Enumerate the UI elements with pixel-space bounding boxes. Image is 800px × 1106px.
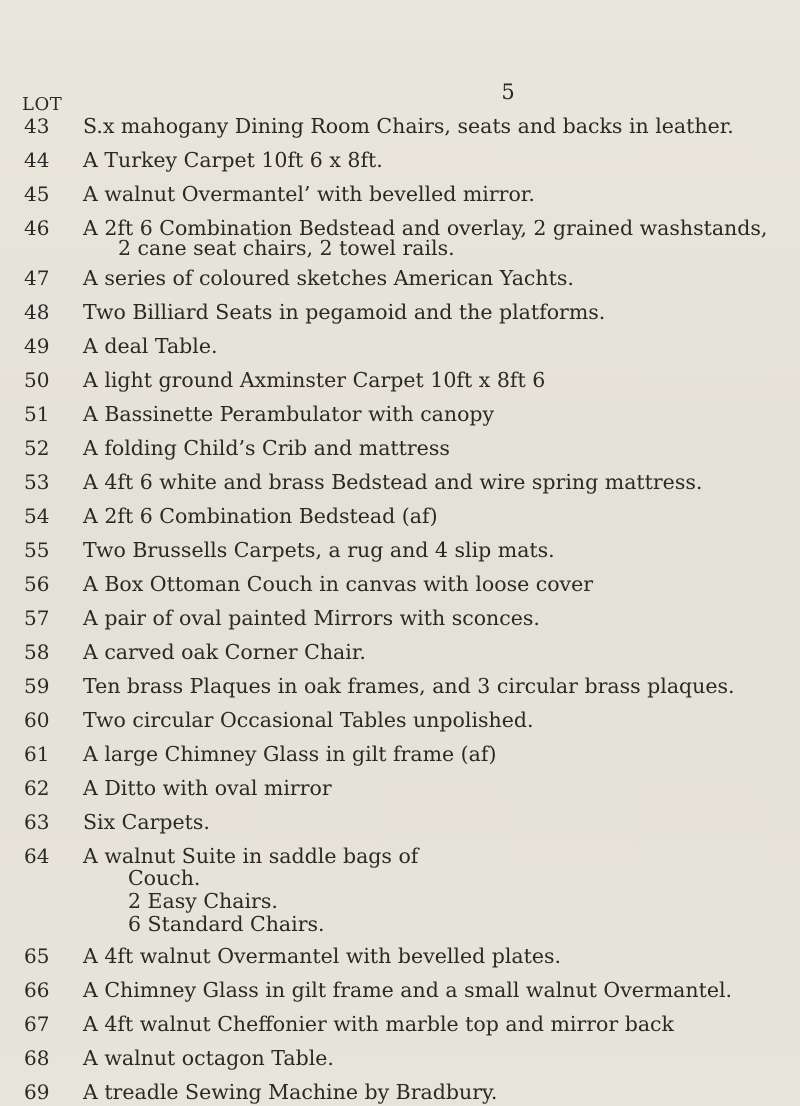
lot-number: 47 bbox=[24, 266, 50, 290]
lot-number: 52 bbox=[24, 436, 50, 460]
lot-number: 59 bbox=[24, 674, 50, 698]
lot-number: 69 bbox=[24, 1080, 50, 1104]
page-number: 5 bbox=[501, 80, 515, 104]
lot-description: Two circular Occasional Tables unpolished. bbox=[83, 708, 534, 732]
lot-description: A pair of oval painted Mirrors with sconces. bbox=[83, 606, 540, 630]
lot-sub-line: 2 cane seat chairs, 2 towel rails. bbox=[118, 236, 455, 260]
lot-description: A 4ft 6 white and brass Bedstead and wire spring mattress. bbox=[83, 470, 703, 494]
lot-description: Two Billiard Seats in pegamoid and the platforms. bbox=[83, 300, 606, 324]
lot-description: A 4ft walnut Cheffonier with marble top and mirror back bbox=[83, 1012, 674, 1036]
lot-number: 55 bbox=[24, 538, 50, 562]
lot-number: 46 bbox=[24, 216, 50, 240]
lot-number: 60 bbox=[24, 708, 50, 732]
lot-number: 65 bbox=[24, 944, 50, 968]
lot-description: A treadle Sewing Machine by Bradbury. bbox=[83, 1080, 498, 1104]
lot-description: A large Chimney Glass in gilt frame (af) bbox=[83, 742, 497, 766]
lot-number: 44 bbox=[24, 148, 50, 172]
lot-description: S.x mahogany Dining Room Chairs, seats and backs in leather. bbox=[83, 114, 734, 138]
lot-description: A Ditto with oval mirror bbox=[83, 776, 332, 800]
lot-number: 53 bbox=[24, 470, 50, 494]
lot-number: 66 bbox=[24, 978, 50, 1002]
lot-description: A 2ft 6 Combination Bedstead and overlay, 2 grained washstands, bbox=[83, 216, 768, 240]
lot-sub-line: 6 Standard Chairs. bbox=[128, 912, 325, 936]
lot-number: 48 bbox=[24, 300, 50, 324]
lot-number: 68 bbox=[24, 1046, 50, 1070]
lot-number: 50 bbox=[24, 368, 50, 392]
lot-number: 56 bbox=[24, 572, 50, 596]
lot-description: A Box Ottoman Couch in canvas with loose cover bbox=[83, 572, 594, 596]
lot-description: A 4ft walnut Overmantel with bevelled plates. bbox=[83, 944, 562, 968]
lot-description: A walnut Overmantel’ with bevelled mirror. bbox=[83, 182, 535, 206]
lot-description: A deal Table. bbox=[83, 334, 218, 358]
lot-number: 49 bbox=[24, 334, 50, 358]
lot-description: A Turkey Carpet 10ft 6 x 8ft. bbox=[83, 148, 383, 172]
lot-description: A series of coloured sketches American Yachts. bbox=[83, 266, 574, 290]
lot-description: A walnut Suite in saddle bags of bbox=[83, 844, 419, 868]
lot-description: A Bassinette Perambulator with canopy bbox=[83, 402, 495, 426]
lot-number: 57 bbox=[24, 606, 50, 630]
lot-description: A light ground Axminster Carpet 10ft x 8ft 6 bbox=[83, 368, 546, 392]
lot-number: 62 bbox=[24, 776, 50, 800]
lot-number: 45 bbox=[24, 182, 50, 206]
lot-number: 51 bbox=[24, 402, 50, 426]
lot-number: 61 bbox=[24, 742, 50, 766]
lot-description: Ten brass Plaques in oak frames, and 3 circular brass plaques. bbox=[83, 674, 735, 698]
lot-description: A folding Child’s Crib and mattress bbox=[83, 436, 450, 460]
lot-number: 63 bbox=[24, 810, 50, 834]
lot-number: 58 bbox=[24, 640, 50, 664]
lot-number: 54 bbox=[24, 504, 50, 528]
lot-number: 43 bbox=[24, 114, 50, 138]
lot-description: Two Brussells Carpets, a rug and 4 slip mats. bbox=[83, 538, 555, 562]
lot-number: 67 bbox=[24, 1012, 50, 1036]
lot-sub-line: 2 Easy Chairs. bbox=[128, 889, 278, 913]
lot-description: A Chimney Glass in gilt frame and a small walnut Overmantel. bbox=[83, 978, 733, 1002]
lot-description: A carved oak Corner Chair. bbox=[83, 640, 366, 664]
lot-column-header: LOT bbox=[22, 94, 63, 115]
lot-description: A walnut octagon Table. bbox=[83, 1046, 334, 1070]
lot-sub-line: Couch. bbox=[128, 866, 201, 890]
lot-number: 64 bbox=[24, 844, 50, 868]
lot-description: Six Carpets. bbox=[83, 810, 210, 834]
lot-description: A 2ft 6 Combination Bedstead (af) bbox=[83, 504, 438, 528]
